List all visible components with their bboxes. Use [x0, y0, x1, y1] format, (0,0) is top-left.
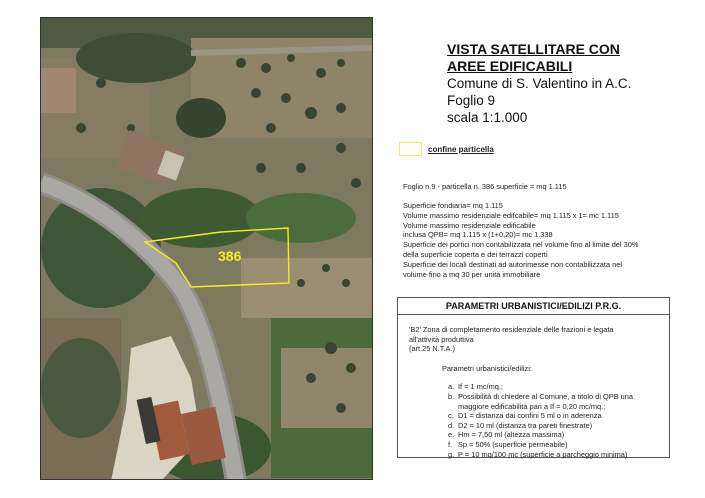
- legend-label: confine particella: [428, 144, 494, 154]
- params-subheading: Parametri urbanistici/edilizi:: [442, 363, 532, 373]
- parcel-info: Foglio n.9 - particella n. 386 superficie = mq 1.115: [403, 182, 567, 191]
- param-item: f. Sp = 50% (superficie permeabile): [448, 439, 568, 449]
- info-line: Volume massimo residenziale edifcabile= mq 1.115 x 1= mc 1.115: [403, 210, 619, 220]
- title-block: [447, 41, 631, 126]
- info-line: della superficie coperta e dei terrazzi coperti: [403, 249, 548, 259]
- legend: [399, 142, 494, 156]
- params-table: [397, 297, 670, 458]
- legend-swatch-icon: [399, 142, 422, 156]
- parcel-calculations: [403, 201, 638, 279]
- comune-label: Comune di S. Valentino in A.C.: [447, 76, 632, 91]
- scale-label: scala 1:1.000: [447, 110, 528, 125]
- satellite-map: [40, 17, 373, 480]
- info-line: Volume massimo residenziale edificabile: [403, 220, 536, 230]
- param-item: g. P = 10 mq/100 mc (superficie a parcheggio minima): [448, 449, 628, 459]
- zone-line: (art.25 N.T.A.): [409, 344, 455, 354]
- param-item: a. If = 1 mc/mq.;: [448, 382, 503, 392]
- params-body: [398, 315, 669, 459]
- param-item: e. Hm = 7,50 ml (altezza massima): [448, 430, 565, 440]
- param-item: c. D1 = distanza dai confini 5 ml o in aderenza: [448, 411, 602, 421]
- zone-line: 'B2' Zona di completamento residenziale delle frazioni e legata: [409, 325, 614, 334]
- info-line: Superficie dei portici non contabilizzata nel volume fino al limite del 30%: [403, 240, 639, 250]
- info-line: Superficie dei locali destinati ad autorimesse non contabilizzata nel: [403, 259, 622, 269]
- info-line: Superficie fondiaria= mq 1.115: [403, 201, 503, 210]
- info-line: volume fino a mq 30 per unità immobiliare: [403, 269, 541, 279]
- title-line-1: VISTA SATELLITARE CON: [447, 41, 620, 57]
- param-item: b. Possibilità di chiedere al Comune, a titolo di QPB una maggiore edificabilità pari a If = 0,20 mc/mq.;: [448, 391, 634, 411]
- title-line-2: AREE EDIFICABILI: [447, 58, 573, 74]
- info-line: inclusa QPB= mq 1.115 x (1+0,20)= mc 1.338: [403, 230, 553, 240]
- params-list: [409, 382, 669, 459]
- zone-line: all'attività produttiva: [409, 334, 474, 344]
- param-item: d. D2 = 10 ml (distanza tra pareti finestrate): [448, 420, 593, 430]
- parcel-number-label: 386: [218, 248, 242, 264]
- satellite-imagery: [41, 18, 373, 480]
- foglio-label: Foglio 9: [447, 93, 496, 108]
- params-header: PARAMETRI URBANISTICI/EDILIZI P.R.G.: [398, 298, 669, 315]
